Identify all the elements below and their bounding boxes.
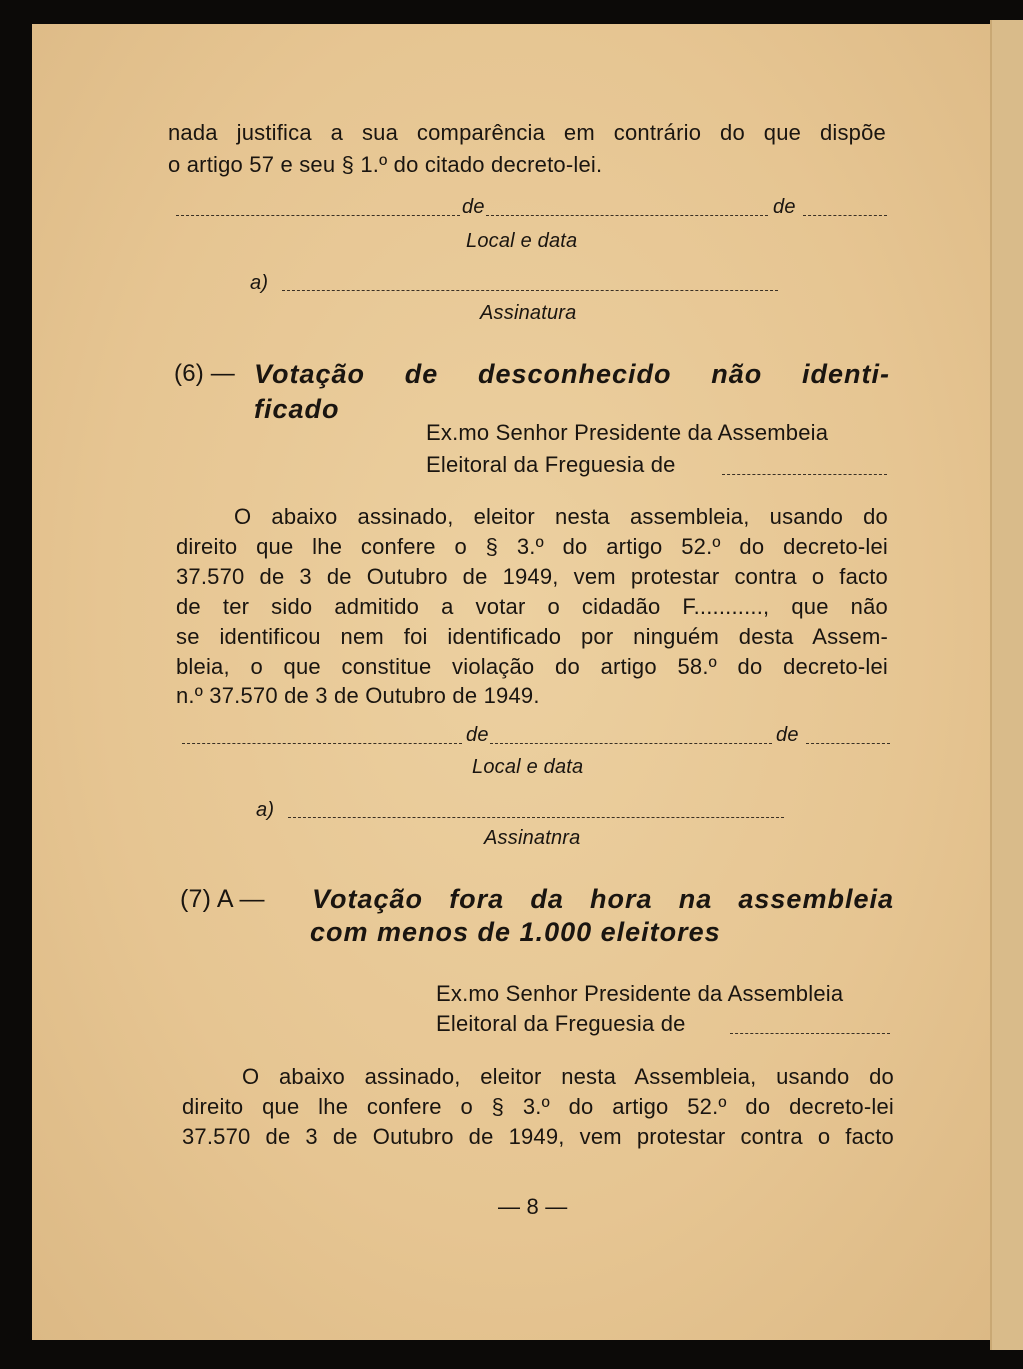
paragraph-line: o artigo 57 e seu § 1.º do citado decreto-lei.	[168, 152, 603, 177]
blank-line	[176, 215, 460, 216]
addressee-line: Eleitoral da Freguesia de	[436, 1011, 686, 1036]
local-data-caption: Local e data	[466, 230, 578, 252]
body-line: se identificou nem foi identificado por ninguém desta Assem-	[176, 624, 888, 649]
page-number: — 8 —	[498, 1194, 568, 1219]
addressee-line: Ex.mo Senhor Presidente da Assembleia	[436, 981, 844, 1006]
blank-line	[730, 1033, 890, 1034]
body-line: de ter sido admitido a votar o cidadão F..........., que não	[176, 594, 888, 619]
signature-caption: Assinatnra	[484, 827, 581, 849]
section-title: com menos de 1.000 eleitores	[310, 917, 721, 947]
body-line: 37.570 de 3 de Outubro de 1949, vem protestar contra o facto	[176, 564, 888, 589]
adjacent-page-edge	[990, 20, 1023, 1350]
body-line: n.º 37.570 de 3 de Outubro de 1949.	[176, 683, 540, 708]
body-line: 37.570 de 3 de Outubro de 1949, vem protestar contra o facto	[182, 1124, 894, 1149]
local-data-caption: Local e data	[472, 756, 584, 778]
addressee-line: Ex.mo Senhor Presidente da Assembeia	[426, 420, 829, 445]
paragraph-line: nada justifica a sua comparência em contrário do que dispõe	[168, 120, 886, 145]
blank-line	[806, 743, 890, 744]
section-title: Votação de desconhecido não identi-	[254, 359, 890, 389]
body-line: O abaixo assinado, eleitor nesta Assembleia, usando do	[242, 1064, 894, 1089]
body-line: bleia, o que constitue violação do artigo 58.º do decreto-lei	[176, 654, 888, 679]
body-line: O abaixo assinado, eleitor nesta assembleia, usando do	[234, 504, 888, 529]
de-label: de	[776, 724, 799, 746]
signature-label: a)	[250, 272, 269, 294]
body-line: direito que lhe confere o § 3.º do artigo 52.º do decreto-lei	[176, 534, 888, 559]
section-number: (6) —	[174, 360, 235, 387]
signature-caption: Assinatura	[480, 302, 577, 324]
signature-line	[288, 817, 784, 818]
body-line: direito que lhe confere o § 3.º do artigo 52.º do decreto-lei	[182, 1094, 894, 1119]
signature-label: a)	[256, 799, 275, 821]
signature-line	[282, 290, 778, 291]
de-label: de	[466, 724, 489, 746]
de-label: de	[773, 196, 796, 218]
section-title: Votação fora da hora na assembleia	[312, 884, 894, 914]
blank-line	[803, 215, 887, 216]
de-label: de	[462, 196, 485, 218]
addressee-line: Eleitoral da Freguesia de	[426, 452, 676, 477]
blank-line	[182, 743, 462, 744]
section-number: (7) A —	[180, 885, 265, 913]
blank-line	[490, 743, 772, 744]
section-title: ficado	[254, 394, 340, 424]
blank-line	[486, 215, 768, 216]
blank-line	[722, 474, 887, 475]
